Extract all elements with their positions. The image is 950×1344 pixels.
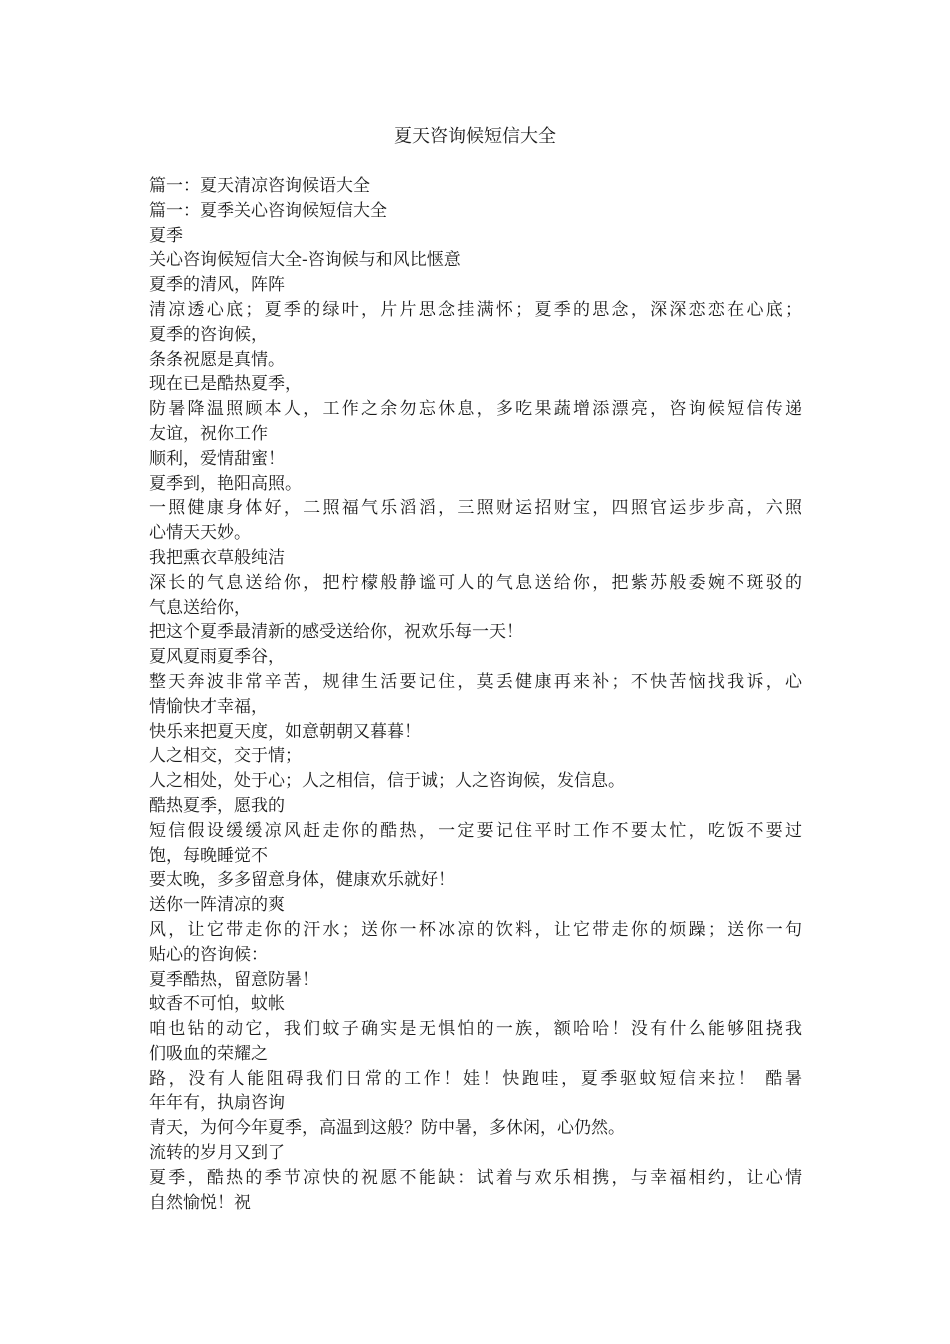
text-line: 路，没有人能阻碍我们日常的工作！娃！快跑哇，夏季驱蚊短信来拉！ 酷暑 xyxy=(149,1068,802,1089)
text-line: 咱也钻的动它，我们蚊子确实是无惧怕的一族，额哈哈！没有什么能够阻挠我 xyxy=(149,1019,802,1040)
text-line: 条条祝愿是真情。 xyxy=(149,349,285,370)
document-body xyxy=(149,174,802,1215)
text-line: 流转的岁月又到了 xyxy=(149,1143,285,1164)
text-line: 人之相交，交于情； xyxy=(149,746,302,767)
text-line: 气息送给你， xyxy=(149,597,251,618)
text-line: 青天，为何今年夏季，高温到这般？防中暑，多休闲，心仍然。 xyxy=(149,1118,625,1139)
text-line: 自然愉悦！祝 xyxy=(149,1192,251,1213)
text-line: 酷热夏季，愿我的 xyxy=(149,795,285,816)
text-line: 篇一：夏季关心咨询候短信大全 xyxy=(149,200,387,221)
text-line: 夏风夏雨夏季谷， xyxy=(149,647,285,668)
text-line: 人之相处，处于心；人之相信，信于诚；人之咨询候，发信息。 xyxy=(149,771,625,792)
text-line: 饱，每晚睡觉不 xyxy=(149,845,268,866)
text-line: 夏季的咨询候， xyxy=(149,324,268,345)
text-line: 快乐来把夏天度，如意朝朝又暮暮！ xyxy=(149,721,421,742)
text-line: 关心咨询候短信大全-咨询候与和风比惬意 xyxy=(149,250,461,271)
text-line: 我把熏衣草般纯洁 xyxy=(149,547,285,568)
text-line: 年年有，执扇咨询 xyxy=(149,1093,285,1114)
text-line: 篇一：夏天清凉咨询候语大全 xyxy=(149,176,370,196)
text-line: 顺利，爱情甜蜜！ xyxy=(149,448,285,469)
text-line: 心情天天妙。 xyxy=(149,523,251,544)
text-line: 送你一阵清凉的爽 xyxy=(149,895,285,916)
text-line: 防暑降温照顾本人，工作之余勿忘休息，多吃果蔬增添漂亮，咨询候短信传递 xyxy=(149,399,802,420)
text-line: 夏季的清风，阵阵 xyxy=(149,275,285,296)
text-line: 夏季到，艳阳高照。 xyxy=(149,473,302,494)
text-line: 贴心的咨询候： xyxy=(149,944,268,965)
text-line: 整天奔波非常辛苦，规律生活要记住，莫丢健康再来补；不快苦恼找我诉，心 xyxy=(149,671,802,692)
text-line: 夏季，酷热的季节凉快的祝愿不能缺：试着与欢乐相携，与幸福相约，让心情 xyxy=(149,1167,802,1188)
text-line: 情愉快才幸福， xyxy=(149,696,268,717)
text-line: 清凉透心底；夏季的绿叶，片片思念挂满怀；夏季的思念，深深恋恋在心底； xyxy=(149,299,802,320)
text-line: 夏季酷热，留意防暑！ xyxy=(149,969,319,990)
text-line: 蚊香不可怕，蚊帐 xyxy=(149,994,285,1015)
text-line: 短信假设缓缓凉风赶走你的酷热，一定要记住平时工作不要太忙，吃饭不要过 xyxy=(149,820,802,841)
text-line: 要太晚，多多留意身体，健康欢乐就好！ xyxy=(149,870,455,891)
text-line: 风，让它带走你的汗水；送你一杯冰凉的饮料，让它带走你的烦躁；送你一句 xyxy=(149,919,802,940)
text-line: 把这个夏季最清新的感受送给你，祝欢乐每一天！ xyxy=(149,622,523,643)
text-line: 友谊，祝你工作 xyxy=(149,423,268,444)
text-line: 深长的气息送给你，把柠檬般静谧可人的气息送给你，把紫苏般委婉不斑驳的 xyxy=(149,572,802,593)
text-line: 夏季 xyxy=(149,225,183,246)
document-title: 夏天咨询候短信大全 xyxy=(394,126,556,147)
text-line: 们吸血的荣耀之 xyxy=(149,1043,268,1064)
text-line: 一照健康身体好，二照福气乐滔滔，三照财运招财宝，四照官运步步高，六照 xyxy=(149,498,802,519)
text-line: 现在已是酷热夏季， xyxy=(149,374,302,395)
